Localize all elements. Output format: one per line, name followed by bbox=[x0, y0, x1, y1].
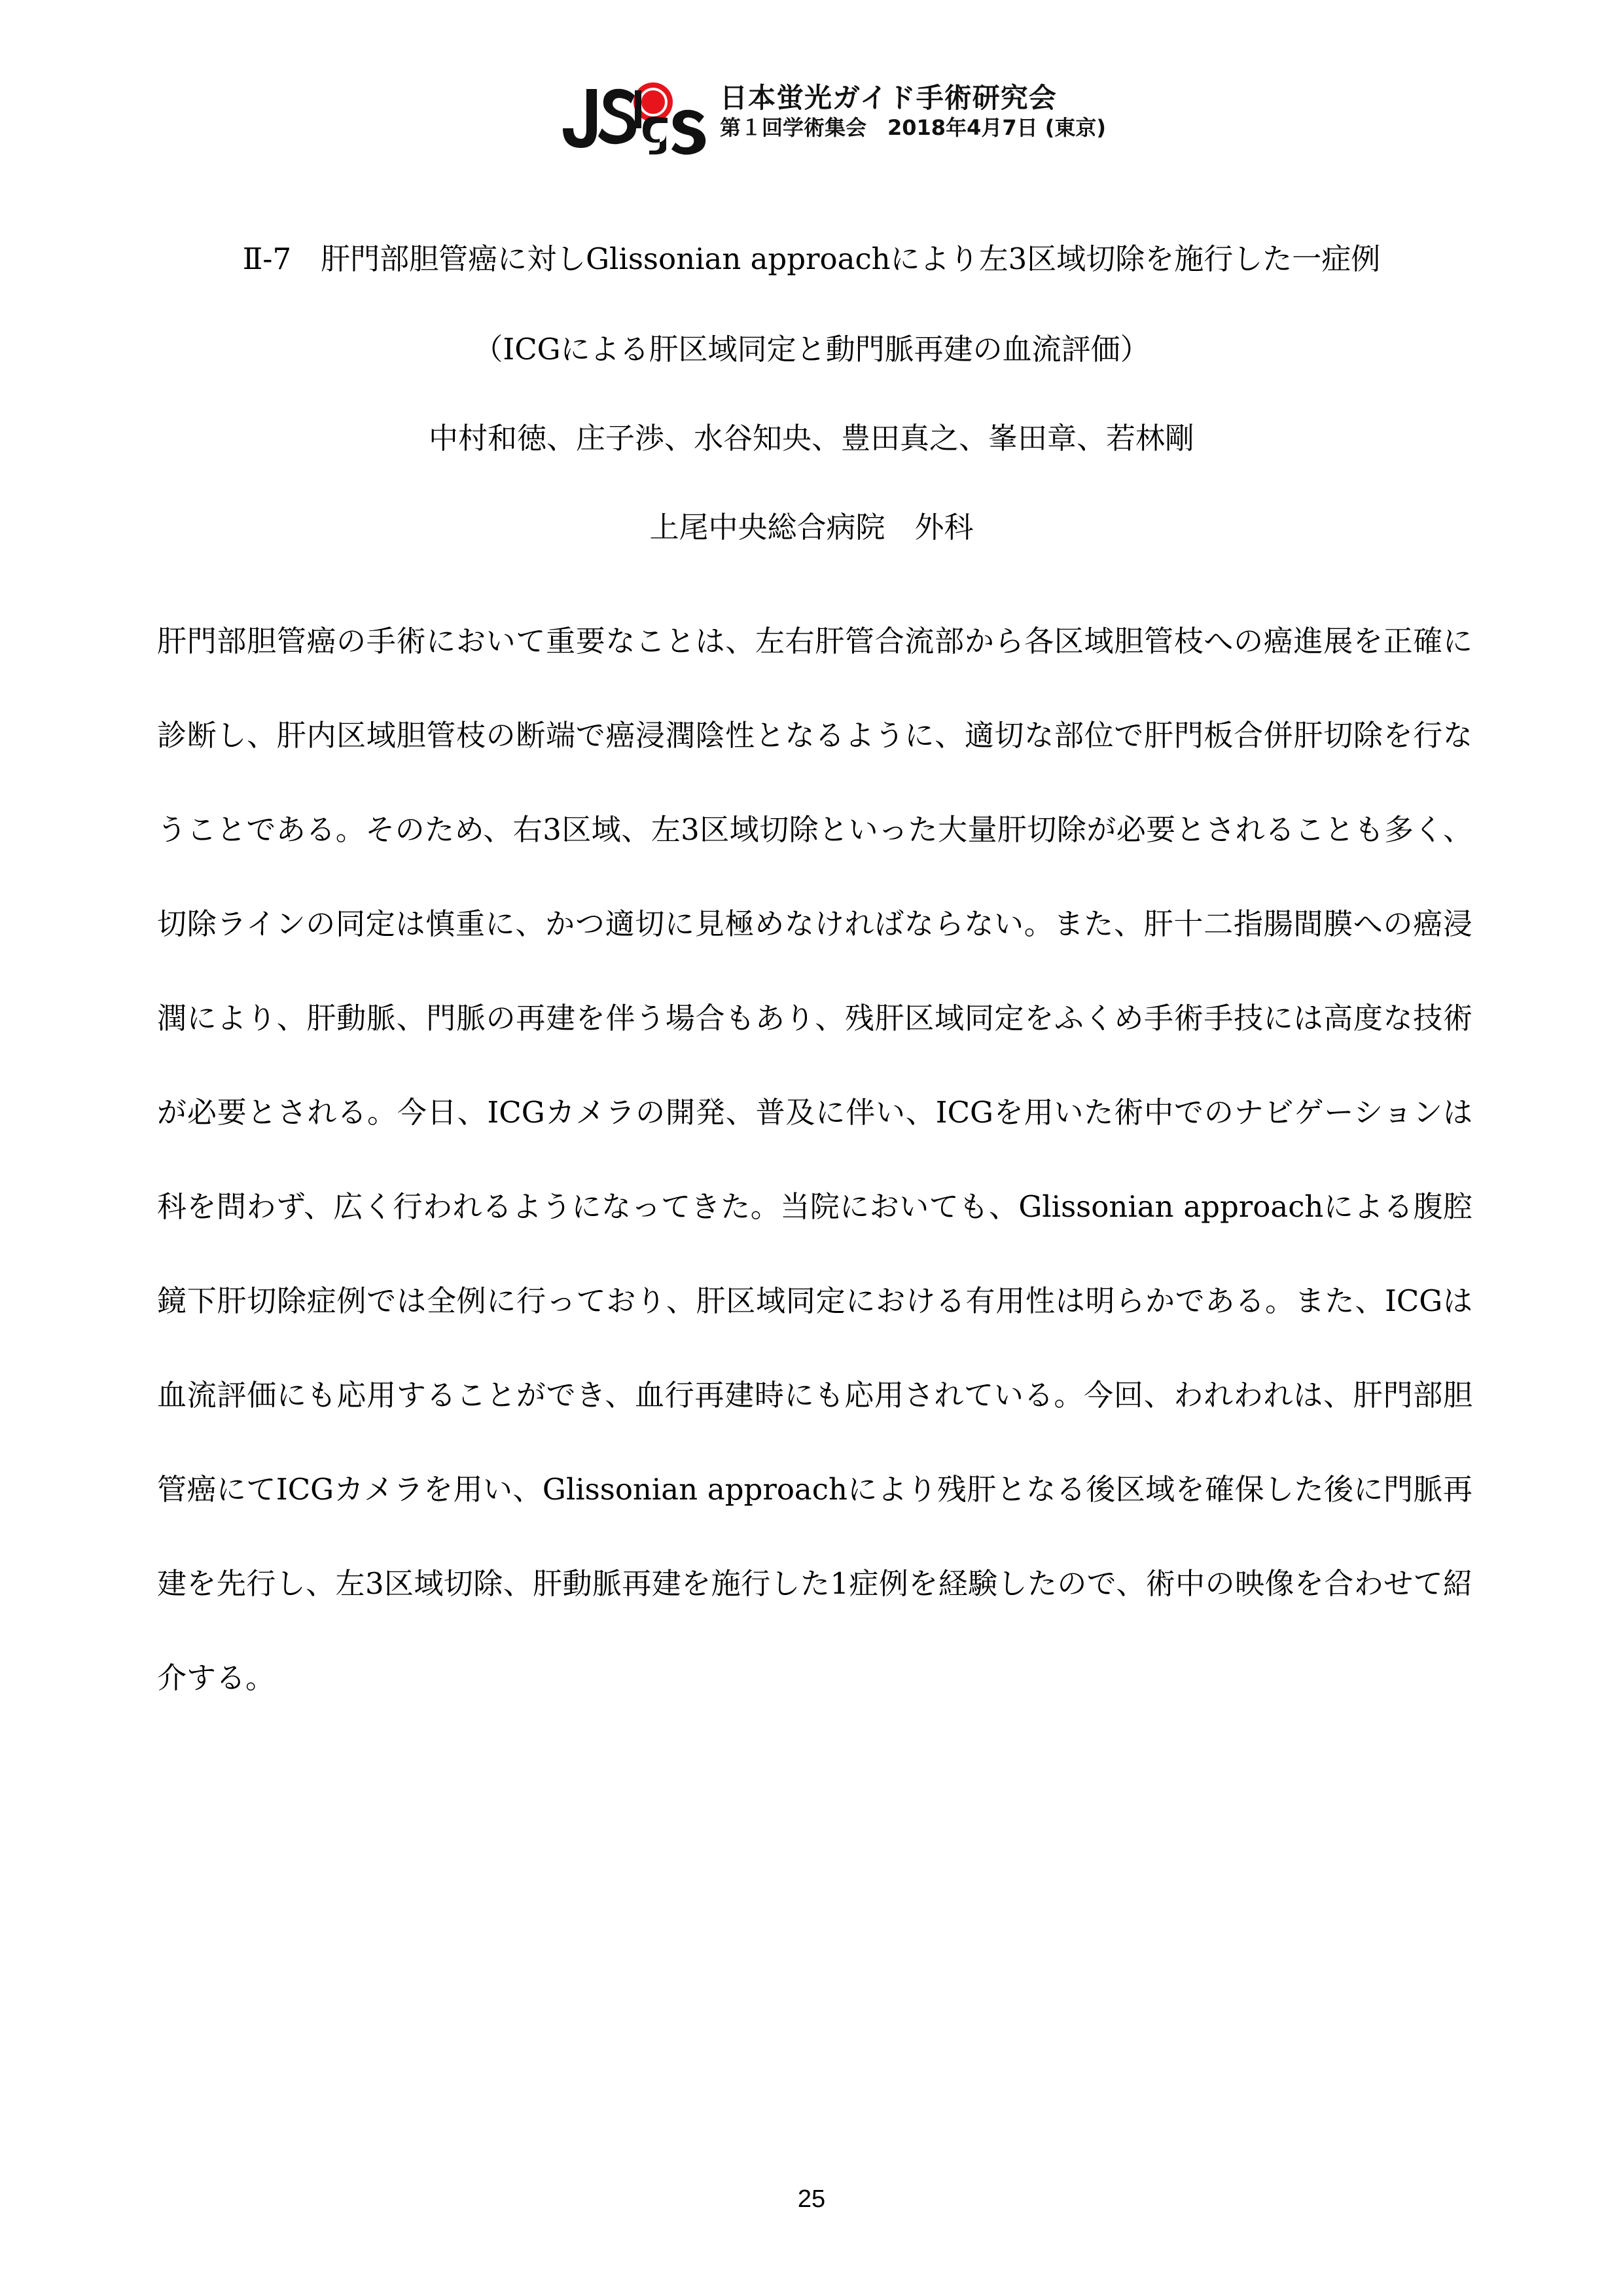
authors: 中村和徳、庄子渉、水谷知央、豊田真之、峯田章、若林剛 bbox=[428, 421, 1194, 456]
logo-letter-s bbox=[598, 89, 636, 145]
page-number: 25 bbox=[797, 2185, 826, 2213]
abstract-title: Ⅱ-7 肝門部胆管癌に対しGlissonian approachにより左3区域切除を施行した一症例 bbox=[242, 242, 1381, 276]
abstract-subtitle: （ICGによる肝区域同定と動門脈再建の血流評価） bbox=[473, 332, 1150, 367]
header bbox=[556, 71, 1106, 156]
organization-block bbox=[720, 82, 1106, 141]
organization-name: 日本蛍光ガイド手術研究会 bbox=[720, 82, 1057, 114]
logo-letter-s2 bbox=[671, 110, 705, 155]
abstract-body: 肝門部胆管癌の手術において重要なことは、左右肝管合流部から各区域胆管枝への癌進展を正確に診断し、肝内区域胆管枝の断端で癌浸潤陰性となるように、適切な部位で肝門板合併肝切除を行なうことである。そのため、右3区域、左3区域切除といった大量肝切除が必要とされることも多く、切除ラインの同定は慎重に、かつ適切に見極めなければならない。また、肝十二指腸間膜への癌浸潤により、肝動脈、門脈の再建を伴う場合もあり、残肝区域同定をふくめ手術手技には高度な技術が必要とされる。今日、ICGカメラの開発、普及に伴い、ICGを用いた術中でのナビゲーションは科を問わず、広く行われるようになってきた。当院においても、Glissonian approachによる腹腔鏡下肝切除症例では全例に行っており、肝区域同定における有用性は明らかである。また、ICGは血流評価にも応用することができ、血行再建時にも応用されている。今回、われわれは、肝門部胆管癌にてICGカメラを用い、Glissonian approachにより残肝となる後区域を確保した後に門脈再建を先行し、左3区域切除、肝動脈再建を施行した1症例を経験したので、術中の映像を合わせて紹介する。 bbox=[157, 624, 1472, 1695]
logo-letter-j bbox=[563, 89, 597, 148]
affiliation: 上尾中央総合病院 外科 bbox=[649, 510, 974, 545]
logo-letter-g bbox=[643, 117, 668, 154]
meeting-info: 第１回学術集会 2018年4月7日 (東京) bbox=[720, 115, 1106, 140]
jsigs-logo bbox=[556, 71, 713, 156]
